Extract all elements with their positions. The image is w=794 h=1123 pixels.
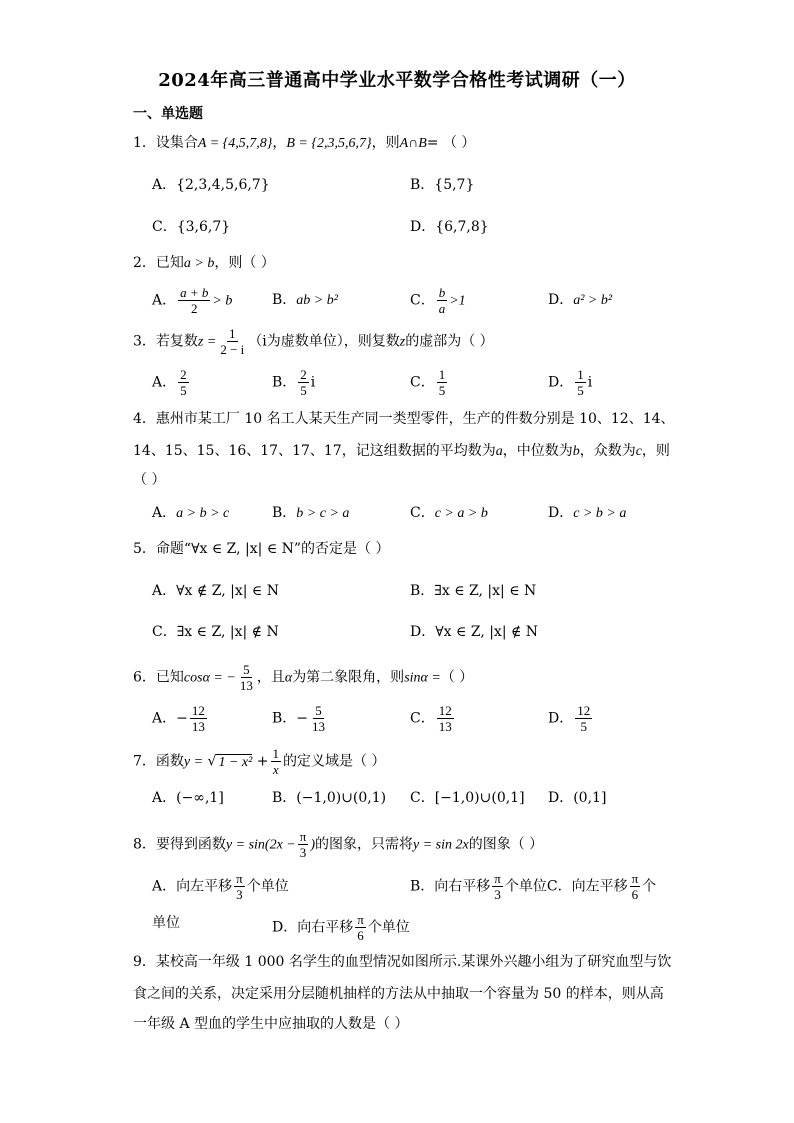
q8-option-b-c: B．向右平移 $\frac{\pi}{3}$ 个单位C．向左平移 $\frac{\pi}{6}$ 个	[410, 871, 657, 902]
q5-option-c: C．∃x ∈ Z, |x| ∉ N	[152, 624, 279, 640]
q4-option-d: D．c > b > a	[548, 505, 627, 521]
q5-option-d: D．∀x ∈ Z, |x| ∉ N	[410, 624, 539, 640]
q7-option-a: A．(−∞,1]	[152, 790, 224, 806]
q1-option-b: B．{5,7}	[410, 177, 475, 193]
sqrt-symbol: √	[207, 753, 217, 770]
question-5: 5．命题“∀x ∈ Z, |x| ∈ N”的否定是（ ）	[133, 541, 390, 557]
q2-option-a: A． $\frac{a + b}{2}$ > b	[152, 285, 233, 316]
q5-option-b: B．∃x ∈ Z, |x| ∈ N	[410, 583, 537, 599]
question-1: 1．设集合A = {4,5,7,8}，B = {2,3,5,6,7}，则A∩B= （ ）	[133, 135, 476, 151]
question-4-line-3: （ ）	[133, 472, 166, 488]
section-heading: 一、单选题	[133, 106, 203, 122]
q1-option-d: D．{6,7,8}	[410, 219, 489, 235]
question-7: 7．函数y = √ 1 − x² + $\frac{1}{x}$ 的定义域是（ ）	[133, 746, 386, 777]
q2-option-d: D．a² > b²	[548, 292, 613, 308]
q6-option-a: A．− $\frac{12}{13}$	[152, 703, 205, 734]
q6-option-d: D． $\frac{12}{5}$	[548, 703, 591, 734]
q6-option-b: B．− $\frac{5}{13}$	[272, 703, 326, 734]
q3-option-c: C． $\frac{1}{5}$	[410, 367, 446, 398]
q5-option-a: A．∀x ∉ Z, |x| ∈ N	[152, 583, 279, 599]
q2-option-b: B．ab > b²	[272, 292, 338, 308]
exam-title: 2024年高三普通高中学业水平数学合格性考试调研（一）	[158, 70, 636, 91]
q1-option-a: A．{2,3,4,5,6,7}	[152, 177, 270, 193]
q2-option-c: C． $\frac{b}{a}$ >1	[410, 285, 466, 316]
q6-option-c: C． $\frac{12}{13}$	[410, 703, 452, 734]
q4-option-a: A．a > b > c	[152, 505, 230, 521]
question-4-line-1: 4．惠州市某工厂 10 名工人某天生产同一类型零件，生产的件数分别是 10、12、14、	[133, 411, 675, 427]
q3-option-b: B． $\frac{2}{5}$ i	[272, 367, 316, 398]
question-9-line-3: 一年级 A 型血的学生中应抽取的人数是（ ）	[133, 1016, 409, 1032]
q4-option-b: B．b > c > a	[272, 505, 350, 521]
q7-option-b: B．(−1,0)∪(0,1)	[272, 790, 387, 806]
question-2: 2．已知a > b，则（ ）	[133, 255, 275, 271]
q8-option-a: A．向左平移 $\frac{\pi}{3}$ 个单位	[152, 871, 289, 902]
set-b: B = {2,3,5,6,7}	[286, 136, 372, 151]
question-3: 3．若复数z = $\frac{1}{2 - i}$ （i为虚数单位），则复数z的虚部为（ ）	[133, 326, 494, 357]
question-8: 8．要得到函数y = sin(2x − $\frac{\pi}{3}$ )的图象，只需将y = sin 2x的图象（ ）	[133, 829, 544, 860]
q3-option-d: D． $\frac{1}{5}$ i	[548, 367, 593, 398]
q1-option-c: C．{3,6,7}	[152, 219, 231, 235]
q8-option-c-continued: 单位	[152, 915, 180, 931]
q4-option-c: C．c > a > b	[410, 505, 488, 521]
question-9-line-1: 9．某校高一年级 1 000 名学生的血型情况如图所示.某课外兴趣小组为了研究血型与饮	[133, 954, 672, 970]
q7-option-d: D．(0,1]	[548, 790, 607, 806]
question-4-line-2: 14、15、15、16、17、17、17，记这组数据的平均数为a，中位数为b，众数为c，则	[133, 443, 670, 459]
question-9-line-2: 食之间的关系，决定采用分层随机抽样的方法从中抽取一个容量为 50 的样本，则从高	[133, 986, 664, 1002]
set-a: A = {4,5,7,8}	[197, 136, 273, 151]
q3-option-a: A． $\frac{2}{5}$	[152, 367, 187, 398]
q7-option-c: C．[−1,0)∪(0,1]	[410, 790, 525, 806]
q8-option-d: D．向右平移 $\frac{\pi}{6}$ 个单位	[272, 912, 410, 943]
question-6: 6．已知cosα = − $\frac{5}{13}$ ，且α为第二象限角，则sinα =（ ）	[133, 662, 474, 693]
